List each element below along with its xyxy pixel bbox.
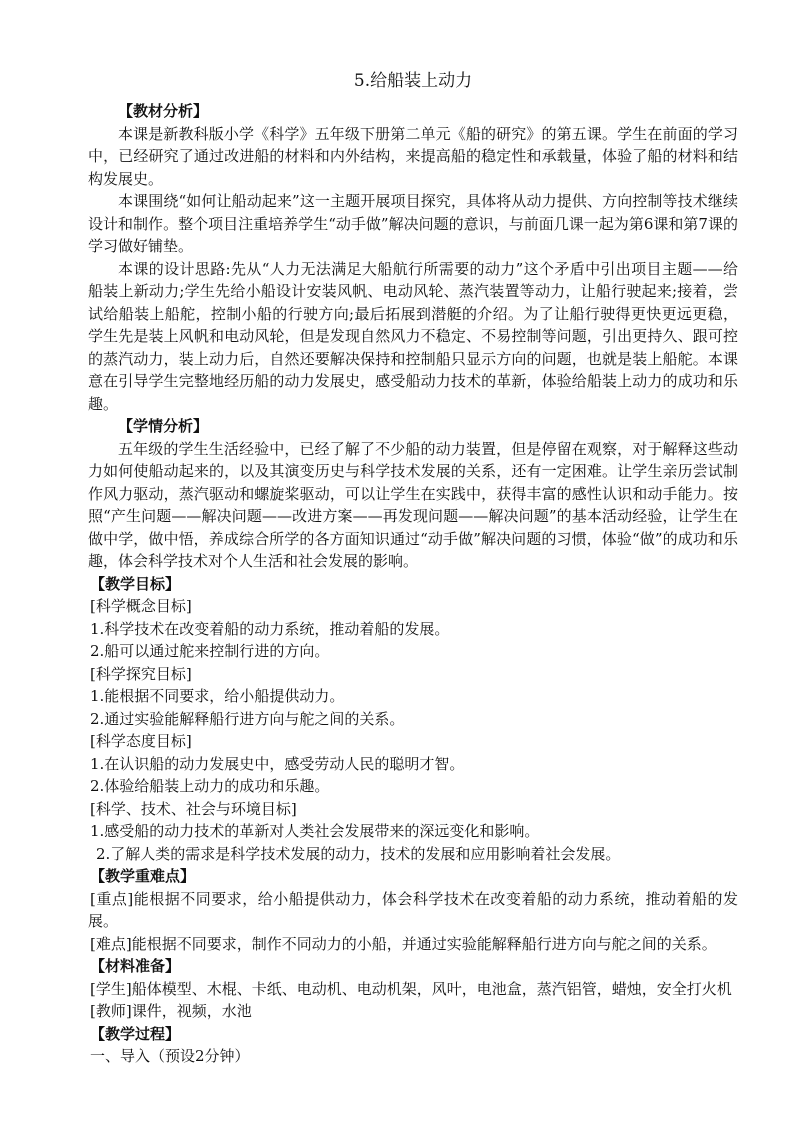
material-analysis-paragraph-2: 本课围绕“如何让船动起来”这一主题开展项目探究，具体将从动力提供、方向控制等技术继续设计和制作。整个项目注重培养学生“动手做”解决问题的意识，与前面几课一起为第6课和第7课的学习做好铺垫。 xyxy=(88,192,738,255)
goal-concept-item-2: 2.船可以通过舵来控制行进的方向。 xyxy=(90,642,330,660)
goal-inquiry-item-1: 1.能根据不同要求，给小船提供动力。 xyxy=(90,687,345,705)
difficulty-text: [难点]能根据不同要求，制作不同动力的小船，并通过实验能解释船行进方向与舵之间的关系。 xyxy=(90,934,717,953)
heading-teaching-goals: 【教学目标】 xyxy=(90,574,181,593)
goal-attitude-item-1: 1.在认识船的动力发展史中，感受劳动人民的聪明才智。 xyxy=(90,754,465,773)
goal-stse-item-1: 1.感受船的动力技术的革新对人类社会发展带来的深远变化和影响。 xyxy=(90,822,540,840)
material-analysis-paragraph-1: 本课是新教科版小学《科学》五年级下册第二单元《船的研究》的第五课。学生在前面的学习中，已经研究了通过改进船的材料和内外结构，来提高船的稳定性和承载量，体验了船的材料和结构发展史。 xyxy=(88,124,738,188)
heading-student-analysis: 【学情分析】 xyxy=(118,417,209,435)
goal-inquiry-label: [科学探究目标] xyxy=(90,664,192,683)
heading-key-points: 【教学重难点】 xyxy=(90,867,196,885)
heading-material-analysis: 【教材分析】 xyxy=(118,102,209,120)
key-point-text: [重点]能根据不同要求，给小船提供动力，体会科学技术在改变着船的动力系统，推动着船的发展。 xyxy=(88,889,738,930)
process-step-1: 一、导入（预设2分钟） xyxy=(90,1047,250,1065)
goal-concept-label: [科学概念目标] xyxy=(90,597,192,615)
materials-students: [学生]船体模型、木棍、卡纸、电动机、电动机架，风叶，电池盒，蒸汽铝管，蜡烛，安全打火机 xyxy=(90,979,732,998)
goal-inquiry-item-2: 2.通过实验能解释船行进方向与舵之间的关系。 xyxy=(90,709,405,728)
heading-teaching-process: 【教学过程】 xyxy=(90,1024,181,1043)
goal-stse-label: [科学、技术、社会与环境目标] xyxy=(90,799,297,818)
goal-stse-item-2: 2.了解人类的需求是科学技术发展的动力，技术的发展和应用影响着社会发展。 xyxy=(96,844,621,863)
document-page xyxy=(88,68,738,1068)
goal-concept-item-1: 1.科学技术在改变着船的动力系统，推动着船的发展。 xyxy=(90,619,450,638)
goal-attitude-label: [科学态度目标] xyxy=(90,732,192,750)
page-title: 5.给船装上动力 xyxy=(353,71,473,91)
material-analysis-paragraph-3: 本课的设计思路:先从“人力无法满足大船航行所需要的动力”这个矛盾中引出项目主题——给船装上新动力;学生先给小船设计安装风帆、电动风轮、蒸汽装置等动力，让船行驶起来;接着，尝试给船装上船舵，控制小船的行驶方向;最后拓展到潜艇的介绍。为了让船行驶得更快更远更稳，学生先是装上风帆和电动风轮，但是发现自然风力不稳定、不易控制等问题，引出更持久、跟可控的蒸汽动力，装上动力后，自然还要解决保持和控制船只显示方向的问题，也就是装上船舵。本课意在引导学生完整地经历船的动力发展史，感受船动力技术的革新，体验给船装上动力的成功和乐趣。 xyxy=(88,259,738,413)
materials-teacher: [教师]课件，视频，水池 xyxy=(90,1002,252,1020)
student-analysis-paragraph: 五年级的学生生活经验中，已经了解了不少船的动力装置，但是停留在观察，对于解释这些动力如何使船动起来的，以及其演变历史与科学技术发展的关系，还有一定困难。让学生亲历尝试制作风力驱动，蒸汽驱动和螺旋桨驱动，可以让学生在实践中，获得丰富的感性认识和动手能力。按照“产生问题——解决问题——改进方案——再发现问题——解决问题”的基本活动经验，让学生在做中学，做中悟，养成综合所学的各方面知识通过“动手做”解决问题的习惯，体验“做”的成功和乐趣，体会科学技术对个人生活和社会发展的影响。 xyxy=(88,439,738,570)
heading-materials: 【材料准备】 xyxy=(90,957,181,975)
goal-attitude-item-2: 2.体验给船装上动力的成功和乐趣。 xyxy=(90,777,330,795)
